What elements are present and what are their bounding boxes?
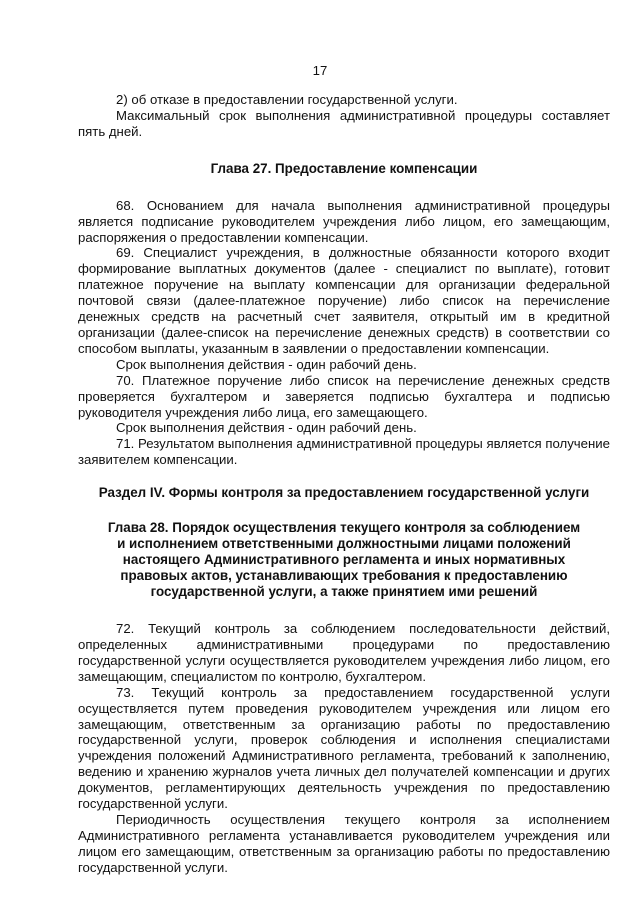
paragraph-69: 69. Специалист учреждения, в должностные обязанности которого входит формирование выплатных документов (далее - специалист по выплате), готовит платежное поручение на выплату компенсации для организации федеральной почтовой связи (далее-платежное поручение) либо список на перечисление денежных средств на расчетный счет заявителя, открытый им в кредитной организации (далее-список на перечисление денежных средств) в соответствии со способом выплаты, указанным в заявлении о предоставлении компенсации. (78, 245, 610, 356)
paragraph-periodicity: Периодичность осуществления текущего контроля за исполнением Административного регламента устанавливается руководителем учреждения или лицом его замещающим, ответственным за организацию работы по предоставлению государственной услуги. (78, 812, 610, 875)
paragraph-73: 73. Текущий контроль за предоставлением государственной услуги осуществляется путем проведения руководителем учреждения или лицом его замещающим, ответственным за организацию работы по предоставлению государственной услуги, проверок соблюдения и исполнения специалистами учреждения положений Административного регламента, требований к заполнению, ведению и хранению журналов учета личных дел получателей компенсации и других документов, регламентирующих деятельность учреждения по предоставлению государственной услуги. (78, 684, 610, 812)
paragraph-refusal: 2) об отказе в предоставлении государственной услуги. (116, 92, 458, 107)
chapter-27-heading: Глава 27. Предоставление компенсации (210, 160, 478, 176)
paragraph-72: 72. Текущий контроль за соблюдением последовательности действий, определенных административными процедурами по предоставлению государственной услуги осуществляется руководителем учреждения либо лицом, его замещающим, специалистом по контролю, бухгалтером. (78, 621, 610, 684)
document-body (78, 92, 610, 876)
page-number: 17 (312, 63, 328, 78)
paragraph-68: 68. Основанием для начала выполнения административной процедуры является подписание руководителем учреждения либо лицом, его замещающим, распоряжения о предоставлении компенсации. (78, 197, 610, 245)
section-4-heading: Раздел IV. Формы контроля за предоставлением государственной услуги (98, 485, 590, 501)
chapter-28-heading-line: настоящего Административного регламента и иных нормативных (122, 552, 566, 568)
paragraph-max-term: Максимальный срок выполнения административной процедуры составляет пять дней. (78, 107, 610, 139)
paragraph-term-1: Срок выполнения действия - один рабочий день. (116, 356, 417, 372)
paragraph-71: 71. Результатом выполнения административной процедуры является получение заявителем компенсации. (78, 436, 610, 468)
paragraph-term-2: Срок выполнения действия - один рабочий день. (116, 420, 417, 436)
chapter-28-heading-line: и исполнением ответственными должностными лицами положений (117, 536, 571, 552)
chapter-28-heading-line: правовых актов, устанавливающих требования к предоставлению (120, 568, 568, 584)
chapter-28-heading (78, 520, 610, 600)
chapter-28-heading-line: государственной услуги, а также принятием ими решений (150, 584, 538, 600)
paragraph-70: 70. Платежное поручение либо список на перечисление денежных средств проверяется бухгалтером и заверяется подписью бухгалтера и подписью руководителя учреждения либо лица, его замещающего. (78, 372, 610, 420)
chapter-28-heading-line: Глава 28. Порядок осуществления текущего контроля за соблюдением (107, 520, 581, 536)
